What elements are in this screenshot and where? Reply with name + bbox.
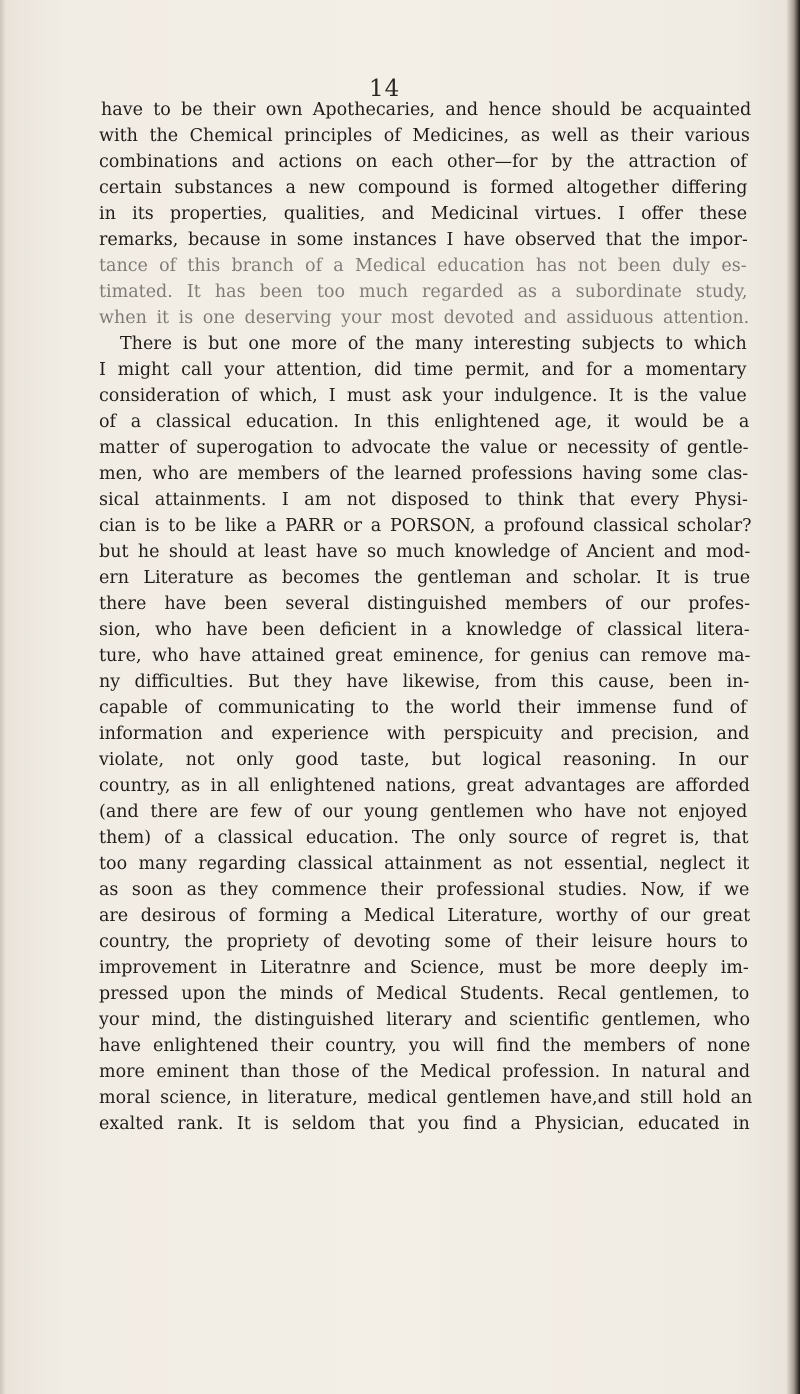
text-line-26: violate, not only good taste, but logical reasoning. In our: [99, 750, 749, 770]
page-right-binding-shadow: [786, 0, 800, 1394]
text-line-9: when it is one deserving your most devoted and assiduous attention.: [99, 308, 750, 328]
text-line-40: exalted rank. It is seldom that you find a Physician, educated in: [99, 1114, 750, 1134]
text-line-31: as soon as they commence their professional studies. Now, if we: [99, 880, 750, 900]
text-line-22: ture, who have attained great eminence, for genius can remove ma-: [99, 646, 751, 666]
text-line-33: country, the propriety of devoting some of their leisure hours to: [99, 932, 748, 952]
text-line-14: matter of superogation to advocate the value or necessity of gentle-: [99, 438, 749, 458]
text-line-34: improvement in Literatnre and Science, must be more deeply im-: [99, 958, 749, 978]
text-line-39: moral science, in literature, medical gentlemen have,and still hold an: [99, 1088, 753, 1108]
text-line-35: pressed upon the minds of Medical Students. Recal gentlemen, to: [99, 984, 750, 1004]
text-line-18: but he should at least have so much knowledge of Ancient and mod-: [99, 542, 751, 562]
text-line-30: too many regarding classical attainment as not essential, neglect it: [99, 854, 750, 874]
text-line-12: consideration of which, I must ask your indulgence. It is the value: [99, 386, 747, 406]
text-line-4: certain substances a new compound is formed altogether differing: [99, 178, 748, 198]
text-line-8: timated. It has been too much regarded as a subordinate study,: [99, 282, 748, 302]
text-line-16: sical attainments. I am not disposed to think that every Physi-: [99, 490, 748, 510]
text-line-25: information and experience with perspicuity and precision, and: [99, 724, 750, 744]
text-line-24: capable of communicating to the world their immense fund of: [99, 698, 747, 718]
page-left-shadow: [0, 0, 6, 1394]
text-line-28: (and there are few of our young gentlemen who have not enjoyed: [99, 802, 748, 822]
text-line-13: of a classical education. In this enlightened age, it would be a: [99, 412, 750, 432]
text-line-29: them) of a classical education. The only source of regret is, that: [99, 828, 749, 848]
text-line-32: are desirous of forming a Medical Literature, worthy of our great: [99, 906, 751, 926]
text-line-21: sion, who have been deficient in a knowledge of classical litera-: [99, 620, 750, 640]
text-line-6: remarks, because in some instances I have observed that the impor-: [99, 230, 748, 250]
text-line-20: there have been several distinguished members of our profes-: [99, 594, 751, 614]
text-line-7: tance of this branch of a Medical education has not been duly es-: [99, 256, 747, 276]
page-number: 14: [369, 76, 401, 102]
text-line-38: more eminent than those of the Medical profession. In natural and: [99, 1062, 751, 1082]
text-line-3: combinations and actions on each other—for by the attraction of: [99, 152, 747, 172]
text-line-27: country, as in all enlightened nations, great advantages are afforded: [99, 776, 750, 796]
text-line-37: have enlightened their country, you will find the members of none: [99, 1036, 751, 1056]
text-line-23: ny difficulties. But they have likewise, from this cause, been in-: [99, 672, 750, 692]
text-line-2: with the Chemical principles of Medicines, as well as their various: [99, 126, 750, 146]
text-line-5: in its properties, qualities, and Medicinal virtues. I offer these: [99, 204, 748, 224]
text-line-17: cian is to be like a PARR or a PORSON, a profound classical scholar?: [99, 516, 752, 536]
text-line-11: I might call your attention, did time permit, and for a momentary: [99, 360, 747, 380]
text-line-36: your mind, the distinguished literary and scientific gentlemen, who: [99, 1010, 751, 1030]
text-line-19: ern Literature as becomes the gentleman and scholar. It is true: [99, 568, 751, 588]
text-line-10: There is but one more of the many interesting subjects to which: [120, 334, 747, 354]
text-line-15: men, who are members of the learned professions having some clas-: [99, 464, 749, 484]
text-line-1: have to be their own Apothecaries, and hence should be acquainted: [101, 100, 752, 120]
